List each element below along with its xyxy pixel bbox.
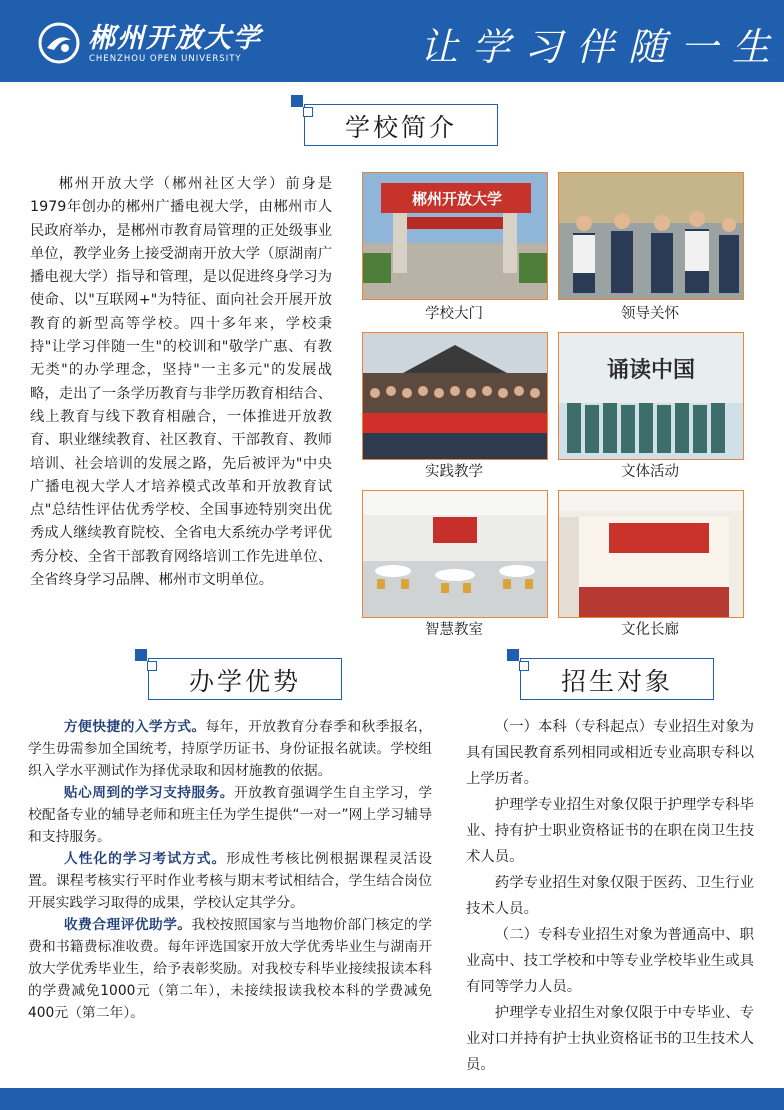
advantage-item: 贴心周到的学习支持服务。开放教育强调学生自主学习，学校配备专业的辅导老师和班主任为学生提供“一对一”网上学习辅导和支持服务。	[28, 785, 432, 845]
logo-english-name: CHENZHOU OPEN UNIVERSITY	[89, 54, 242, 64]
advantage-item: 人性化的学习考试方式。形成性考核比例根据课程灵活设置。课程考核实行平时作业考核与期末考试相结合，学生结合岗位开展实践学习取得的成果，学校认定其学分。	[28, 851, 433, 911]
stage-sign: 诵读中国	[606, 357, 696, 383]
enrollment-paragraph: （一）本科（专科起点）专业招生对象为具有国民教育系列相同或相近专业高职专科以上学历者。	[466, 719, 754, 787]
enrollment-paragraph: 护理学专业招生对象仅限于护理学专科毕业、持有护士职业资格证书的在职在岗卫生技术人员。	[466, 797, 754, 865]
section-title-advantages	[148, 658, 342, 700]
caption-school-gate: 学校大门	[425, 306, 483, 322]
intro-title: 学校简介	[344, 113, 457, 142]
photo-cultural-activity	[558, 332, 744, 460]
section-title-intro	[304, 104, 498, 146]
logo-name: 郴州开放大学	[88, 23, 262, 54]
advantages-text-block	[28, 716, 432, 1024]
gate-sign: 郴州开放大学	[411, 190, 503, 208]
photo-leaders	[558, 172, 744, 300]
slogan: 让学习伴随一生	[420, 25, 784, 69]
enrollment-text-block	[466, 714, 754, 1078]
caption-culture-corridor: 文化长廊	[621, 622, 679, 638]
advantage-item: 收费合理评优助学。我校按照国家与当地物价部门核定的学费和书籍费标准收费。每年评选国家开放大学优秀毕业生与湖南开放大学优秀毕业生，给予表彰奖励。对我校专科毕业接续报读本科的学费减免1000元（第二年），未接续报读我校本科的学费减免400元（第二年）。	[28, 917, 433, 1021]
enrollment-paragraph: 药学专业招生对象仅限于医药、卫生行业技术人员。	[466, 875, 754, 917]
caption-smart-classroom: 智慧教室	[425, 622, 483, 638]
photo-culture-corridor	[558, 490, 744, 618]
advantages-title: 办学优势	[188, 667, 301, 696]
intro-paragraph: 郴州开放大学（郴州社区大学）前身是1979年创办的郴州广播电视大学，由郴州市人民政府举办，是郴州市教育局管理的正处级事业单位，教学业务上接受湖南开放大学（原湖南广播电视大学）指导和管理，是以促进终身学习为使命、以"互联网+"为特征、面向社会开展开放教育的新型高等学校。四十多年来，学校秉持"让学习伴随一生"的校训和"敬学广惠、有教无类"的办学理念，坚持"一主多元"的发展战略，走出了一条学历教育与非学历教育相结合、线上教育与线下教育相融合，一体推进开放教育、职业继续教育、社区教育、干部教育、教师培训、社会培训的发展之路，先后被评为"中央广播电视大学人才培养模式改革和开放教育试点"总结性评估优秀学校、全国事迹特别突出优秀成人继续教育院校、全省电大系统办学考评优秀分校、全省干部教育网络培训工作先进单位、全省终身学习品牌、郴州市文明单位。	[30, 176, 332, 589]
photo-practice-teaching	[362, 332, 548, 460]
advantage-item: 方便快捷的入学方式。每年，开放教育分春季和秋季报名，学生毋需参加全国统考，持原学历证书、身份证报名就读。学校组织入学水平测试作为择优录取和因材施教的依据。	[28, 719, 433, 779]
university-logo-icon	[38, 22, 80, 64]
footer-bar	[0, 1088, 784, 1110]
caption-practice-teaching: 实践教学	[425, 464, 483, 480]
section-title-enrollment	[520, 658, 714, 700]
caption-cultural-activity: 文体活动	[621, 464, 679, 480]
enrollment-title: 招生对象	[560, 667, 673, 696]
caption-leaders: 领导关怀	[621, 306, 679, 322]
enrollment-paragraph: （二）专科专业招生对象为普通高中、职业高中、技工学校和中等专业学校毕业生或具有同等学力人员。	[466, 927, 754, 995]
photo-school-gate	[362, 172, 548, 300]
enrollment-paragraph: 护理学专业招生对象仅限于中专毕业、专业对口并持有护士执业资格证书的卫生技术人员。	[466, 1005, 754, 1073]
intro-text-block	[30, 173, 332, 592]
photo-smart-classroom	[362, 490, 548, 618]
header-banner	[0, 0, 784, 82]
